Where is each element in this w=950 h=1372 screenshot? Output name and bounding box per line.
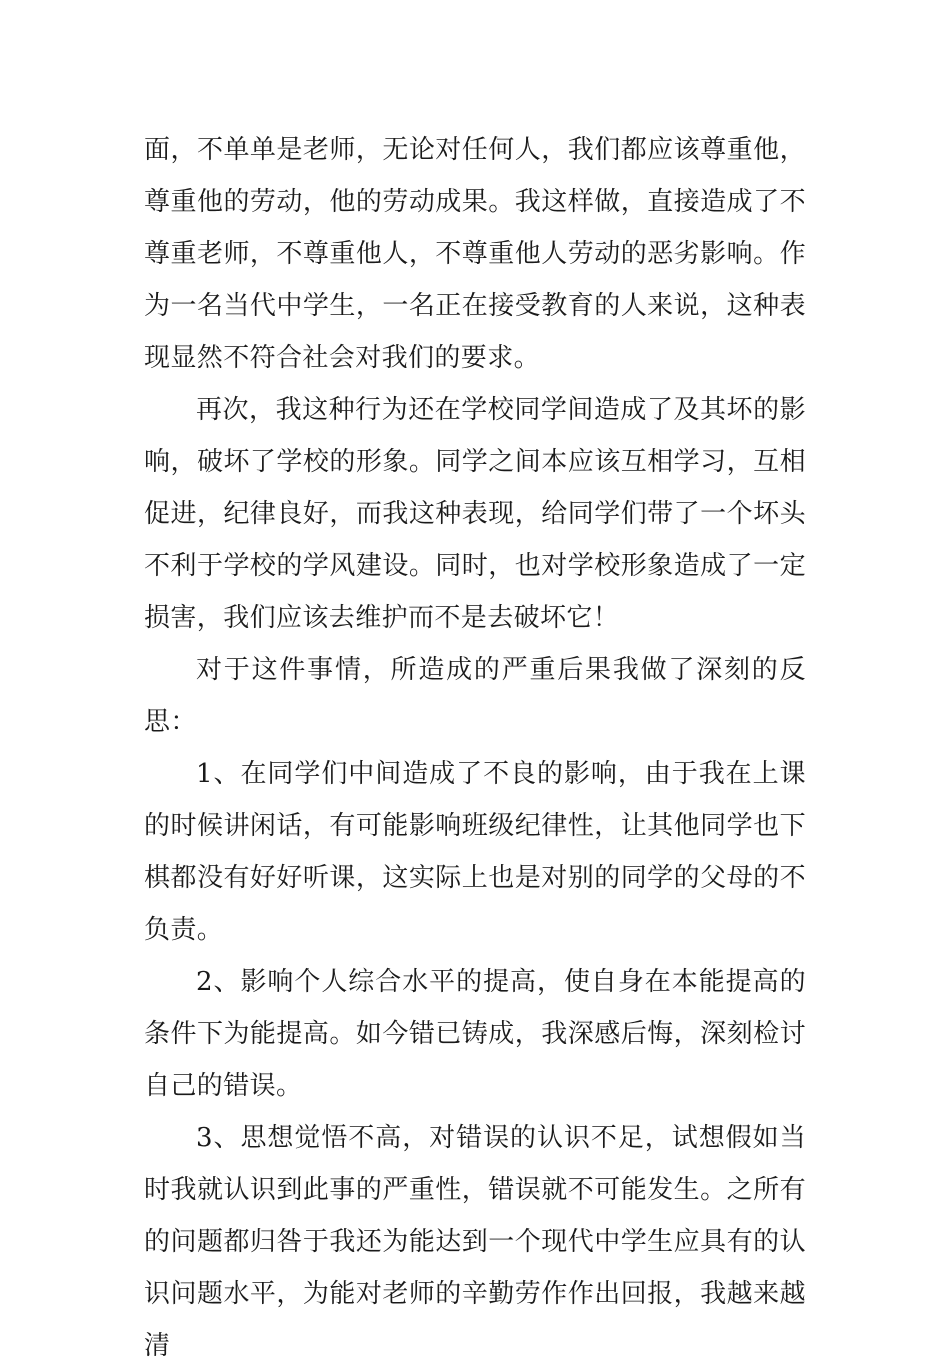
document-body: [144, 124, 806, 1372]
paragraph-2: 再次，我这种行为还在学校同学间造成了及其坏的影响，破坏了学校的形象。同学之间本应该互相学习，互相促进，纪律良好，而我这种表现，给同学们带了一个坏头不利于学校的学风建设。同时，也对学校形象造成了一定损害，我们应该去维护而不是去破坏它！: [144, 395, 806, 633]
paragraph-4: 1、在同学们中间造成了不良的影响，由于我在上课的时候讲闲话，有可能影响班级纪律性，让其他同学也下棋都没有好好听课，这实际上也是对别的同学的父母的不负责。: [144, 759, 806, 945]
paragraph-3: 对于这件事情，所造成的严重后果我做了深刻的反思：: [144, 655, 806, 737]
paragraph-1: 面，不单单是老师，无论对任何人，我们都应该尊重他，尊重他的劳动，他的劳动成果。我这样做，直接造成了不尊重老师，不尊重他人，不尊重他人劳动的恶劣影响。作为一名当代中学生，一名正在接受教育的人来说，这种表现显然不符合社会对我们的要求。: [144, 135, 806, 373]
paragraph-6: 3、思想觉悟不高，对错误的认识不足，试想假如当时我就认识到此事的严重性，错误就不可能发生。之所有的问题都归咎于我还为能达到一个现代中学生应具有的认识问题水平，为能对老师的辛勤劳作作出回报，我越来越清: [144, 1123, 806, 1361]
paragraph-5: 2、影响个人综合水平的提高，使自身在本能提高的条件下为能提高。如今错已铸成，我深感后悔，深刻检讨自己的错误。: [144, 967, 806, 1101]
